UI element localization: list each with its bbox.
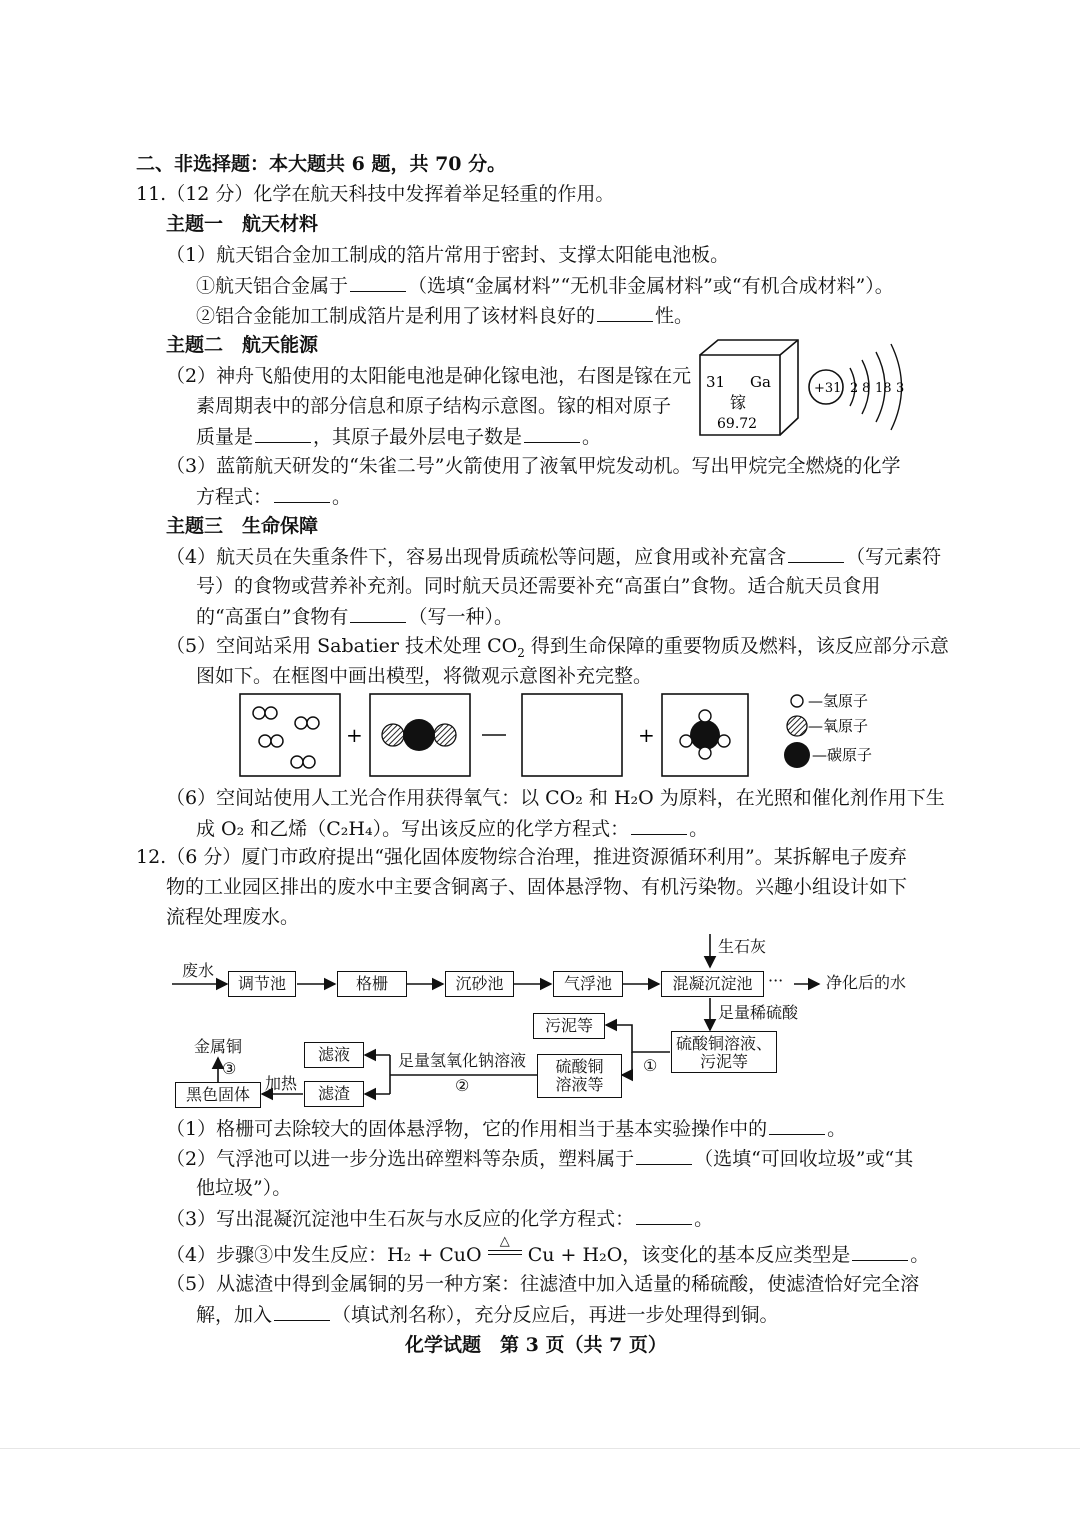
q11-p1b-pre: ②铝合金能加工制成箔片是利用了该材料良好的 — [196, 305, 596, 327]
flow-lime-label: 生石灰 — [718, 937, 767, 956]
text-run: （2）气浮池可以进一步分选出碎塑料等杂质，塑料属于 — [166, 1148, 635, 1170]
flow-output-clean-water: 净化后的水 — [826, 973, 907, 992]
shell-2: 8 — [862, 381, 871, 396]
text-run: 质量是 — [196, 426, 254, 448]
shell-4: 3 — [896, 381, 905, 396]
text-run: （4）步骤③中发生反应：H₂ + CuO — [166, 1244, 482, 1266]
q11-p2-line2: 素周期表中的部分信息和原子结构示意图。镓的相对原子 — [196, 395, 672, 417]
q12-s4 — [166, 1234, 930, 1267]
legend-oxygen: —氧原子 — [808, 717, 869, 735]
text-run: 方程式： — [196, 486, 273, 508]
page-footer: 化学试题 第 3 页（共 7 页） — [405, 1334, 667, 1356]
q11-p6-line1: （6）空间站使用人工光合作用获得氧气：以 CO₂ 和 H₂O 为原料，在光照和催化剂作用下生 — [166, 787, 945, 809]
flow-input-wastewater: 废水 — [182, 961, 215, 980]
text-run: （选填“可回收垃圾”或“其 — [694, 1148, 914, 1170]
q11-p2-line1: （2）神舟飞船使用的太阳能电池是砷化镓电池，右图是镓在元 — [166, 365, 692, 387]
q12-s5-line1: （5）从滤渣中得到金属铜的另一种方案：往滤渣中加入适量的稀硫酸，使滤渣恰好完全溶 — [166, 1273, 920, 1295]
q12-stem-line3: 流程处理废水。 — [166, 906, 300, 928]
text-run: 得到生命保障的重要物质及燃料，该反应部分示意 — [524, 635, 949, 657]
box-line: 溶液等 — [555, 1075, 604, 1094]
text-run: 。 — [910, 1244, 930, 1266]
flow-metal-copper: 金属铜 — [194, 1037, 243, 1056]
q11-p3-line1: （3）蓝箭航天研发的“朱雀二号”火箭使用了液氧甲烷发动机。写出甲烷完全燃烧的化学 — [166, 455, 901, 477]
plus-sign: + — [346, 723, 363, 747]
q11-p1b-post: 性。 — [655, 305, 694, 327]
flow-naoh-label: 足量氢氧化钠溶液 — [398, 1051, 527, 1070]
q11-p5-line2: 图如下。在框图中画出模型，将微观示意图补充完整。 — [196, 665, 653, 687]
flow-box-flotation-tank: 气浮池 — [553, 971, 623, 997]
text-run: （1）格栅可去除较大的固体悬浮物，它的作用相当于基本实验操作中的 — [166, 1118, 768, 1140]
flow-heat-label: 加热 — [265, 1074, 298, 1093]
text-run: （4）航天员在失重条件下，容易出现骨质疏松等问题，应食用或补充富含 — [166, 546, 787, 568]
q11-p1: （1）航天铝合金加工制成的箔片常用于密封、支撑太阳能电池板。 — [166, 244, 730, 266]
flow-acid-label: 足量稀硫酸 — [718, 1003, 799, 1022]
flow-step-3: ③ — [222, 1059, 237, 1078]
section-heading: 二、非选择题：本大题共 6 题，共 70 分。 — [136, 153, 507, 175]
atomic-mass: 69.72 — [717, 416, 758, 432]
flow-dots: ··· — [768, 971, 784, 990]
text-run: （3）写出混凝沉淀池中生石灰与水反应的化学方程式： — [166, 1208, 635, 1230]
shell-3: 18 — [875, 381, 892, 396]
theme2-heading: 主题二 航天能源 — [166, 334, 319, 356]
q12-stem-line2: 物的工业园区排出的废水中主要含铜离子、固体悬浮物、有机污染物。兴趣小组设计如下 — [166, 876, 908, 898]
flow-box-copper-sulfate-solution — [537, 1054, 622, 1098]
q11-p1a-post: （选填“金属材料”“无机非金属材料”或“有机合成材料”）。 — [408, 275, 894, 297]
flow-step-1: ① — [643, 1056, 658, 1075]
legend-carbon: —碳原子 — [812, 746, 873, 764]
q12-s2 — [166, 1146, 913, 1171]
theme3-heading: 主题三 生命保障 — [166, 515, 319, 537]
text-run: 。 — [689, 818, 709, 840]
plus-sign: + — [638, 723, 655, 747]
flow-box-filtrate: 滤液 — [304, 1042, 364, 1068]
text-run: ，其原子最外层电子数是 — [313, 426, 523, 448]
flow-step-2: ② — [455, 1076, 470, 1095]
text-run: （填试剂名称），充分反应后，再进一步处理得到铜。 — [332, 1304, 779, 1326]
q12-stem-line1: 12.（6 分）厦门市政府提出“强化固体废物综合治理，推进资源循环利用”。某拆解电子废弃 — [136, 846, 907, 868]
answer-blank — [636, 1146, 692, 1165]
text-run: 。 — [827, 1118, 847, 1140]
flow-box-sludge: 污泥等 — [533, 1013, 605, 1039]
box-line: 污泥等 — [699, 1052, 748, 1071]
text-run: （写一种）。 — [408, 606, 513, 628]
reaction-condition-arrow — [488, 1234, 522, 1261]
atomic-number: 31 — [706, 373, 726, 391]
text-run: 成 O₂ 和乙烯（C₂H₄）。写出该反应的化学方程式： — [196, 818, 630, 840]
shell-1: 2 — [850, 381, 859, 396]
flow-box-grit-tank: 沉砂池 — [445, 971, 514, 997]
text-run: 解，加入 — [196, 1304, 273, 1326]
legend-hydrogen: —氢原子 — [808, 692, 869, 710]
text-run: 。 — [694, 1208, 714, 1230]
answer-blank — [274, 1302, 330, 1321]
text-run: （写元素符 — [846, 546, 942, 568]
answer-blank — [636, 1206, 692, 1225]
flow-box-copper-sulfate-sludge — [671, 1031, 777, 1073]
nucleus-charge: +31 — [814, 381, 842, 396]
answer-blank — [769, 1116, 825, 1135]
flow-box-black-solid: 黑色固体 — [175, 1082, 261, 1108]
text-run: 。 — [332, 486, 352, 508]
flow-box-filter-residue: 滤渣 — [304, 1081, 364, 1107]
q12-s5-line2 — [196, 1302, 779, 1327]
answer-blank — [852, 1242, 908, 1261]
q11-p1a-pre: ①航天铝合金属于 — [196, 275, 349, 297]
flow-box-adjust-tank: 调节池 — [228, 971, 296, 997]
theme1-heading: 主题一 航天材料 — [166, 213, 319, 235]
flow-box-grille: 格栅 — [337, 971, 407, 997]
text-run: 的“高蛋白”食物有 — [196, 606, 349, 628]
element-symbol: Ga — [750, 373, 771, 391]
text-run: Cu + H₂O，该变化的基本反应类型是 — [527, 1244, 851, 1266]
q11-stem: 11.（12 分）化学在航天科技中发挥着举足轻重的作用。 — [136, 183, 615, 205]
text-run: 。 — [582, 426, 602, 448]
q12-s2-line2: 他垃圾”）。 — [196, 1177, 292, 1199]
text-run: （5）空间站采用 Sabatier 技术处理 CO — [166, 635, 518, 657]
q11-p4-line2: 号）的食物或营养补充剂。同时航天员还需要补充“高蛋白”食物。适合航天员食用 — [196, 575, 881, 597]
subscript: 2 — [517, 645, 525, 660]
q12-s3 — [166, 1206, 713, 1231]
heat-symbol: △ — [499, 1234, 510, 1249]
q12-s1 — [166, 1116, 846, 1141]
flow-box-coagulation-tank: 混凝沉淀池 — [661, 971, 764, 997]
element-name: 镓 — [730, 393, 747, 412]
box-line: 硫酸铜 — [555, 1057, 604, 1076]
box-line: 硫酸铜溶液、 — [675, 1034, 772, 1053]
bottom-divider — [0, 1448, 1080, 1449]
